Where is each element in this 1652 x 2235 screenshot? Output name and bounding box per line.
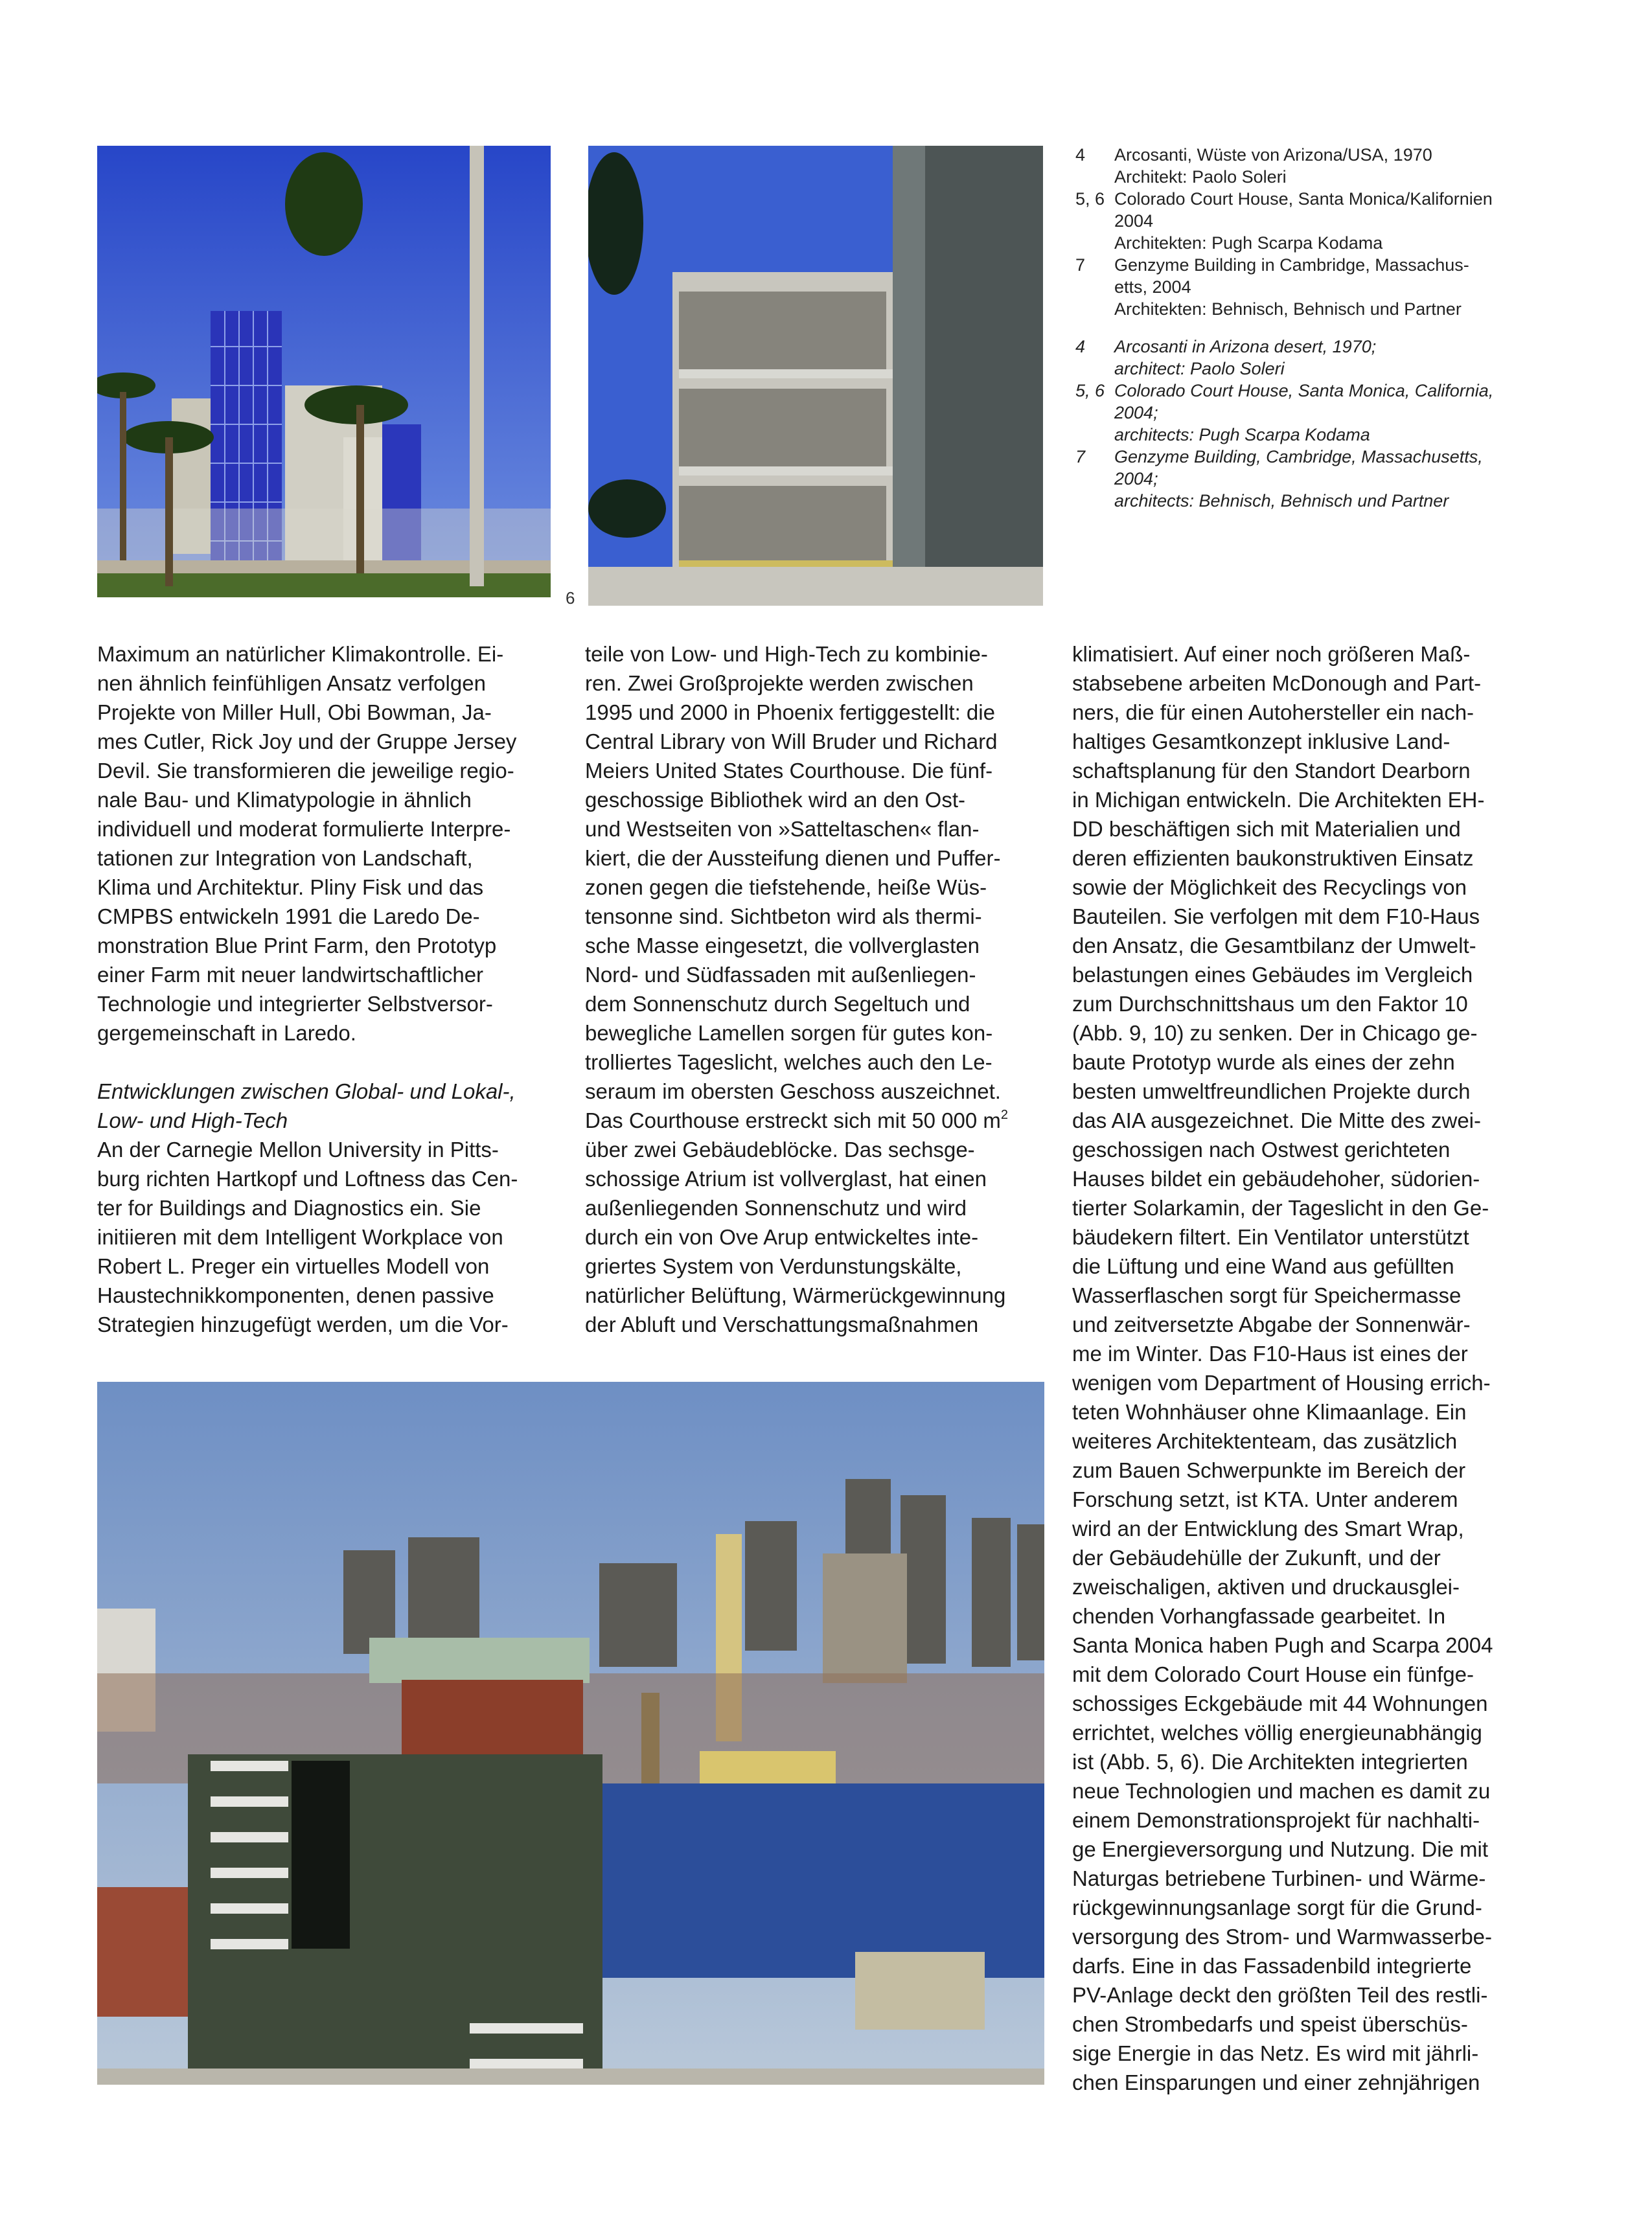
body-line: dem Sonnenschutz durch Segeltuch und [585,992,970,1016]
body-line: sche Masse eingesetzt, die vollverglasten [585,934,980,957]
paragraph [1072,639,1539,2097]
caption-line: architect: Paolo Soleri [1114,359,1285,378]
captions-english [1075,336,1542,512]
body-line: einer Farm mit neuer landwirtschaftlicher [97,963,484,987]
body-line: Robert L. Preger ein virtuelles Modell von [97,1254,490,1278]
paragraph [585,639,1051,1339]
body-line: chen Einsparungen und einer zehnjährigen [1072,2070,1480,2094]
caption-line: Architekten: Behnisch, Behnisch und Partner [1114,299,1462,319]
body-line: wenigen vom Department of Housing errich- [1072,1371,1491,1395]
body-line: der Gebäudehülle der Zukunft, und der [1072,1546,1441,1570]
body-line [585,1106,1051,1135]
caption-line: 2004; [1114,469,1158,488]
section-heading [97,1077,564,1135]
body-line: nen ähnlich feinfühligen Ansatz verfolgen [97,671,486,695]
caption-item [1075,380,1542,446]
body-line: Central Library von Will Bruder und Richard [585,729,998,753]
body-line: zum Durchschnittshaus um den Faktor 10 [1072,992,1468,1016]
body-line: trolliertes Tageslicht, welches auch den Le- [585,1050,992,1074]
caption-text [1114,380,1542,446]
body-line: Entwicklungen zwischen Global- und Lokal-, [97,1079,516,1103]
caption-line: Architekten: Pugh Scarpa Kodama [1114,233,1383,253]
body-line: initiieren mit dem Intelligent Workplace von [97,1225,503,1249]
body-line-text: Das Courthouse erstreckt sich mit 50 000 m [585,1108,1001,1132]
body-column-2 [585,639,1051,1339]
caption-text [1114,336,1542,380]
body-line: durch ein von Ove Arup entwickeltes inte- [585,1225,979,1249]
body-line: individuell und moderat formulierte Interpre- [97,817,511,841]
body-line: die Lüftung und eine Wand aus gefüllten [1072,1254,1454,1278]
body-line: in Michigan entwickeln. Die Architekten EH- [1072,788,1485,812]
photo-colorado-court-house-balconies [588,146,1043,606]
body-line: weiteres Architektenteam, das zusätzlich [1072,1429,1458,1453]
body-line: nale Bau- und Klimatypologie in ähnlich [97,788,472,812]
body-line: Bauteilen. Sie verfolgen mit dem F10-Haus [1072,904,1480,928]
caption-line: Arcosanti in Arizona desert, 1970; [1114,337,1377,356]
body-line: belastungen eines Gebäudes im Vergleich [1072,963,1473,987]
body-line: baute Prototyp wurde als eines der zehn [1072,1050,1455,1074]
body-line: versorgung des Strom- und Warmwasserbe- [1072,1925,1493,1949]
body-line: ge Energieversorgung und Nutzung. Die mit [1072,1837,1489,1861]
photo-colorado-court-house-facade [97,146,551,597]
body-line: natürlicher Belüftung, Wärmerückgewinnung [585,1283,1006,1307]
body-line: zonen gegen die tiefstehende, heiße Wüs- [585,875,987,899]
caption-text [1114,144,1542,188]
body-line: einem Demonstrationsprojekt für nachhalti- [1072,1808,1480,1832]
body-line: Devil. Sie transformieren die jeweilige regio- [97,759,514,783]
body-line: besten umweltfreundlichen Projekte durch [1072,1079,1471,1103]
body-line: klimatisiert. Auf einer noch größeren Maß- [1072,642,1471,666]
body-line: Naturgas betriebene Turbinen- und Wärme- [1072,1866,1486,1890]
body-line: tierter Solarkamin, der Tageslicht in den Ge- [1072,1196,1489,1220]
body-line: An der Carnegie Mellon University in Pitts- [97,1138,499,1162]
caption-line: Arcosanti, Wüste von Arizona/USA, 1970 [1114,145,1432,165]
caption-line: Genzyme Building, Cambridge, Massachusetts, [1114,447,1483,466]
caption-line: Colorado Court House, Santa Monica, California, [1114,381,1494,400]
body-line: den Ansatz, die Gesamtbilanz der Umwelt- [1072,934,1476,957]
body-line: 1995 und 2000 in Phoenix fertiggestellt: die [585,700,995,724]
body-line: schossiges Eckgebäude mit 44 Wohnungen [1072,1691,1488,1715]
body-line: darfs. Eine in das Fassadenbild integrierte [1072,1954,1472,1978]
caption-line: etts, 2004 [1114,277,1191,297]
body-line: gergemeinschaft in Laredo. [97,1021,356,1045]
body-line: chenden Vorhangfassade gearbeitet. In [1072,1604,1446,1628]
body-line: Santa Monica haben Pugh and Scarpa 2004 [1072,1633,1493,1657]
caption-number: 5, 6 [1075,189,1105,209]
body-line: Strategien hinzugefügt werden, um die Vor- [97,1312,509,1336]
body-line: ter for Buildings and Diagnostics ein. Sie [97,1196,481,1220]
body-line: schossige Atrium ist vollverglast, hat einen [585,1167,987,1191]
caption-text [1114,446,1542,512]
body-line: chen Strombedarfs und speist überschüs- [1072,2012,1468,2036]
body-line: und Westseiten von »Satteltaschen« flan- [585,817,980,841]
body-line: Projekte von Miller Hull, Obi Bowman, Ja- [97,700,492,724]
body-line: tensonne sind. Sichtbeton wird als thermi- [585,904,982,928]
body-line: mit dem Colorado Court House ein fünfge- [1072,1662,1474,1686]
body-line: stabsebene arbeiten McDonough and Part- [1072,671,1482,695]
body-line: rückgewinnungsanlage sorgt für die Grund- [1072,1896,1482,1920]
paragraph [97,639,564,1048]
caption-number: 7 [1075,447,1086,466]
photo-5-illustration [97,146,551,597]
body-line: zum Bauen Schwerpunkte im Bereich der [1072,1458,1466,1482]
body-line: CMPBS entwickeln 1991 die Laredo De- [97,904,480,928]
caption-number: 4 [1075,145,1086,165]
body-line: neue Technologien und machen es damit zu [1072,1779,1491,1803]
caption-item [1075,446,1542,512]
paragraph-gap [97,1048,564,1077]
body-line: teten Wohnhäuser ohne Klimaanlage. Ein [1072,1400,1467,1424]
body-line: geschossigen nach Ostwest gerichteten [1072,1138,1451,1162]
body-line: (Abb. 9, 10) zu senken. Der in Chicago ge- [1072,1021,1478,1045]
caption-line: architects: Behnisch, Behnisch und Partner [1114,491,1449,510]
body-line: Meiers United States Courthouse. Die fünf- [585,759,993,783]
body-line: das AIA ausgezeichnet. Die Mitte des zwei- [1072,1108,1481,1132]
body-line: ners, die für einen Autohersteller ein nach- [1072,700,1474,724]
body-line: deren effizienten baukonstruktiven Einsatz [1072,846,1474,870]
body-line: ist (Abb. 5, 6). Die Architekten integrierten [1072,1750,1468,1774]
body-line: bäudekern filtert. Ein Ventilator unterstützt [1072,1225,1469,1249]
body-line: Forschung setzt, ist KTA. Unter anderem [1072,1487,1458,1511]
caption-number: 4 [1075,337,1086,356]
body-line: außenliegenden Sonnenschutz und wird [585,1196,967,1220]
body-line: geschossige Bibliothek wird an den Ost- [585,788,965,812]
body-line: errichtet, welches völlig energieunabhängig [1072,1721,1482,1745]
body-line: zweischaligen, aktiven und druckausglei- [1072,1575,1460,1599]
body-line: bewegliche Lamellen sorgen für gutes kon- [585,1021,993,1045]
caption-line: 2004; [1114,403,1158,422]
caption-text [1114,188,1542,254]
caption-text [1114,254,1542,320]
body-column-3 [1072,639,1539,2097]
body-line: seraum im obersten Geschoss auszeichnet. [585,1079,1001,1103]
body-line: DD beschäftigen sich mit Materialien und [1072,817,1461,841]
body-line: Low- und High-Tech [97,1108,288,1132]
caption-item [1075,144,1542,188]
body-line: sowie der Möglichkeit des Recyclings von [1072,875,1467,899]
caption-item [1075,336,1542,380]
body-line: Nord- und Südfassaden mit außenliegen- [585,963,976,987]
body-line: Klima und Architektur. Pliny Fisk und das [97,875,484,899]
caption-number: 7 [1075,255,1086,275]
caption-item [1075,254,1542,320]
body-line: sige Energie in das Netz. Es wird mit jährli- [1072,2041,1479,2065]
body-line: ren. Zwei Großprojekte werden zwischen [585,671,974,695]
superscript: 2 [1000,1108,1009,1122]
caption-line: Architekt: Paolo Soleri [1114,167,1287,187]
caption-line: Genzyme Building in Cambridge, Massachus- [1114,255,1469,275]
body-line: griertes System von Verdunstungskälte, [585,1254,962,1278]
body-line: haltiges Gesamtkonzept inklusive Land- [1072,729,1451,753]
body-line: der Abluft und Verschattungsmaßnahmen [585,1312,979,1336]
captions-german [1075,144,1542,320]
caption-line: 2004 [1114,211,1154,231]
caption-line: architects: Pugh Scarpa Kodama [1114,425,1370,444]
caption-item [1075,188,1542,254]
caption-number: 5, 6 [1075,381,1105,400]
photo-6-illustration [588,146,1043,606]
body-line: wird an der Entwicklung des Smart Wrap, [1072,1517,1464,1541]
body-line: teile von Low- und High-Tech zu kombinie- [585,642,988,666]
figure-captions [1075,144,1542,512]
body-line: Technologie und integrierter Selbstversor- [97,992,493,1016]
photo-7-illustration [97,1382,1044,2085]
photo-genzyme-building [97,1382,1044,2085]
body-line: Maximum an natürlicher Klimakontrolle. Ei- [97,642,504,666]
body-line: monstration Blue Print Farm, den Prototyp [97,934,497,957]
body-line: kiert, die der Aussteifung dienen und Puffer- [585,846,1001,870]
paragraph [97,1135,564,1339]
body-column-1 [97,639,564,1339]
body-line: Wasserflaschen sorgt für Speichermasse [1072,1283,1462,1307]
figure-number-6: 6 [566,588,575,608]
body-line: über zwei Gebäudeblöcke. Das sechsge- [585,1138,975,1162]
body-line: me im Winter. Das F10-Haus ist eines der [1072,1342,1468,1366]
body-line: Haustechnikkomponenten, denen passive [97,1283,494,1307]
body-line: und zeitversetzte Abgabe der Sonnenwär- [1072,1312,1471,1336]
body-line: tationen zur Integration von Landschaft, [97,846,473,870]
body-line: burg richten Hartkopf und Loftness das Cen- [97,1167,518,1191]
body-line: PV-Anlage deckt den größten Teil des restli- [1072,1983,1488,2007]
body-line: mes Cutler, Rick Joy und der Gruppe Jersey [97,729,517,753]
body-line: schaftsplanung für den Standort Dearborn [1072,759,1471,783]
body-line: Hauses bildet ein gebäudehoher, südorien- [1072,1167,1480,1191]
caption-line: Colorado Court House, Santa Monica/Kalifornien [1114,189,1493,209]
